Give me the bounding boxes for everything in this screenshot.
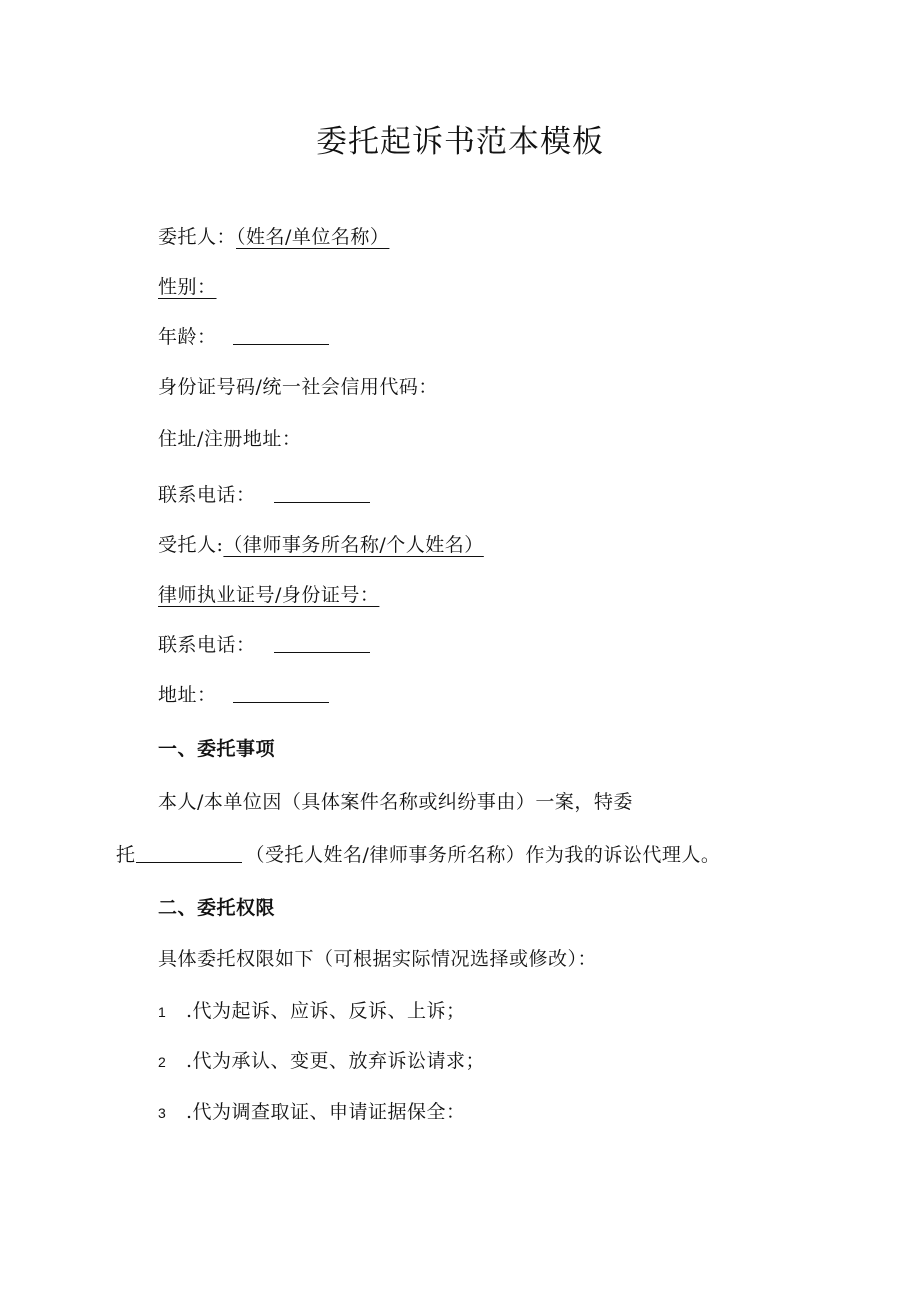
principal-gender-label: 性别： — [158, 276, 217, 298]
section1-para-line2 — [116, 840, 720, 870]
agent-license-label: 律师执业证号/身份证号： — [158, 584, 380, 606]
list-item-text: .代为调查取证、申请证据保全： — [186, 1101, 466, 1123]
agent-phone-label: 联系电话： — [158, 634, 256, 656]
section1-agent-blank — [136, 840, 242, 863]
principal-name-line — [158, 222, 389, 252]
principal-address-label: 住址/注册地址： — [158, 428, 302, 450]
agent-name-hint: （律师事务所名称/个人姓名） — [223, 534, 484, 556]
section1-para-pre: 托 — [116, 844, 136, 866]
list-item — [158, 996, 466, 1027]
section1-para-line1: 本人/本单位因（具体案件名称或纠纷事由）一案，特委 — [158, 791, 633, 813]
section1-heading: 一、委托事项 — [158, 738, 276, 760]
principal-age-line — [158, 322, 329, 352]
list-item-text: .代为起诉、应诉、反诉、上诉； — [186, 1000, 466, 1022]
list-item-text: .代为承认、变更、放弃诉讼请求； — [186, 1050, 486, 1072]
principal-name-label: 委托人： — [158, 226, 237, 248]
agent-address-blank — [233, 680, 329, 703]
list-item — [158, 1046, 485, 1077]
principal-id-label: 身份证号码/统一社会信用代码： — [158, 376, 438, 398]
agent-phone-blank — [274, 630, 370, 653]
document-title: 委托起诉书范本模板 — [316, 124, 604, 160]
agent-name-label: 受托人: — [158, 534, 224, 556]
section2-intro: 具体委托权限如下（可根据实际情况选择或修改）： — [158, 948, 598, 970]
principal-name-hint: （姓名/单位名称） — [236, 226, 390, 248]
agent-name-line — [158, 530, 484, 560]
section2-heading: 二、委托权限 — [158, 897, 276, 919]
principal-age-label: 年龄： — [158, 326, 217, 348]
list-item-number: 2 — [158, 1054, 167, 1070]
principal-phone-line — [158, 480, 370, 510]
principal-phone-blank — [274, 480, 370, 503]
principal-id-line — [158, 372, 438, 402]
principal-phone-label: 联系电话： — [158, 484, 256, 506]
age-blank — [233, 322, 329, 345]
principal-gender-line — [158, 272, 223, 302]
agent-address-line — [158, 680, 329, 710]
agent-address-label: 地址： — [158, 684, 217, 706]
list-item-number: 1 — [158, 1004, 167, 1020]
list-item — [158, 1097, 466, 1128]
agent-license-line — [158, 580, 379, 610]
principal-address-line — [158, 424, 301, 454]
section1-para-post: （受托人姓名/律师事务所名称）作为我的诉讼代理人。 — [245, 844, 721, 866]
agent-phone-line — [158, 630, 370, 660]
list-item-number: 3 — [158, 1105, 167, 1121]
